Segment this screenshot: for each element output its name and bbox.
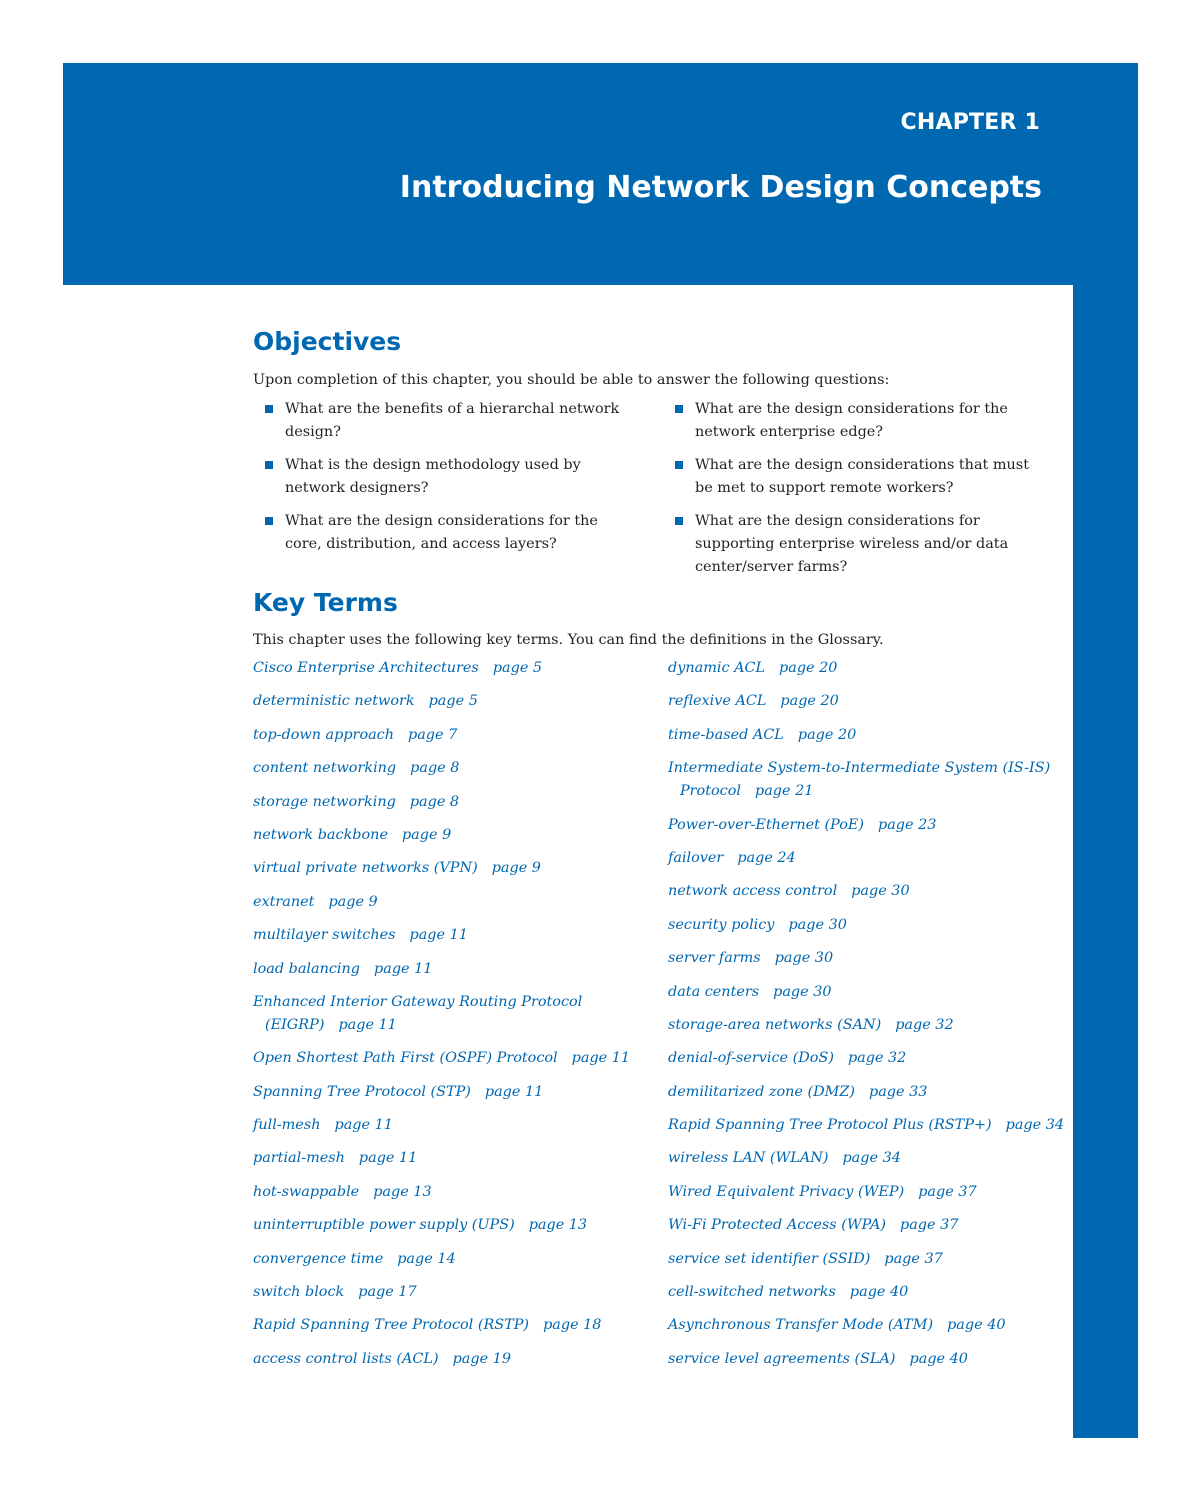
key-term[interactable]: Wired Equivalent Privacy (WEP) page 37 bbox=[668, 1183, 977, 1200]
objective-item: What is the design methodology used by network designers? bbox=[253, 454, 623, 500]
key-term[interactable]: multilayer switches page 11 bbox=[253, 927, 468, 944]
key-term[interactable]: wireless LAN (WLAN) page 34 bbox=[668, 1150, 901, 1167]
objective-item: What are the design considerations for the network enterprise edge? bbox=[663, 398, 1033, 444]
key-term[interactable]: network access control page 30 bbox=[668, 883, 910, 900]
key-term[interactable]: extranet page 9 bbox=[253, 893, 378, 910]
chapter-title: Introducing Network Design Concepts bbox=[399, 170, 1042, 205]
key-term[interactable]: Asynchronous Transfer Mode (ATM) page 40 bbox=[668, 1317, 1006, 1334]
key-term[interactable]: Rapid Spanning Tree Protocol Plus (RSTP+) page 34 bbox=[668, 1117, 1065, 1134]
square-bullet-icon bbox=[265, 405, 273, 413]
key-terms-intro: This chapter uses the following key terms. You can find the definitions in the Glossary. bbox=[253, 632, 884, 648]
key-term[interactable]: dynamic ACL page 20 bbox=[668, 660, 838, 676]
key-terms-right-column bbox=[668, 657, 1064, 1381]
key-term[interactable]: Enhanced Interior Gateway Routing Protocol (EIGRP) page 11 bbox=[253, 993, 583, 1033]
key-term[interactable]: time-based ACL page 20 bbox=[668, 726, 857, 743]
key-term[interactable]: data centers page 30 bbox=[668, 983, 832, 1000]
key-term[interactable]: content networking page 8 bbox=[253, 760, 460, 777]
objective-item: What are the design considerations that must be met to support remote workers? bbox=[663, 454, 1033, 500]
square-bullet-icon bbox=[675, 461, 683, 469]
square-bullet-icon bbox=[675, 517, 683, 525]
sidebar-accent-bar bbox=[1073, 280, 1138, 1438]
square-bullet-icon bbox=[675, 405, 683, 413]
key-term[interactable]: uninterruptible power supply (UPS) page 13 bbox=[253, 1217, 588, 1234]
key-term[interactable]: top-down approach page 7 bbox=[253, 726, 458, 743]
key-term[interactable]: cell-switched networks page 40 bbox=[668, 1284, 909, 1301]
key-term[interactable]: access control lists (ACL) page 19 bbox=[253, 1350, 511, 1367]
key-term[interactable]: Cisco Enterprise Architectures page 5 bbox=[253, 660, 543, 676]
key-term[interactable]: load balancing page 11 bbox=[253, 960, 433, 977]
key-terms-left-column bbox=[253, 657, 630, 1381]
key-term[interactable]: server farms page 30 bbox=[668, 950, 834, 967]
square-bullet-icon bbox=[265, 461, 273, 469]
objectives-heading: Objectives bbox=[253, 327, 402, 356]
key-term[interactable]: full-mesh page 11 bbox=[253, 1117, 393, 1134]
chapter-number: CHAPTER 1 bbox=[900, 110, 1040, 135]
key-term[interactable]: Rapid Spanning Tree Protocol (RSTP) page 18 bbox=[253, 1317, 602, 1334]
key-term[interactable]: reflexive ACL page 20 bbox=[668, 693, 839, 710]
key-term[interactable]: hot-swappable page 13 bbox=[253, 1183, 432, 1200]
objectives-right-column bbox=[663, 398, 1033, 589]
key-term[interactable]: failover page 24 bbox=[668, 849, 796, 866]
objective-item: What are the design considerations for the core, distribution, and access layers? bbox=[253, 510, 623, 556]
key-term[interactable]: demilitarized zone (DMZ) page 33 bbox=[668, 1083, 928, 1100]
key-term[interactable]: switch block page 17 bbox=[253, 1284, 417, 1301]
key-term[interactable]: storage networking page 8 bbox=[253, 793, 460, 810]
key-term[interactable]: Wi-Fi Protected Access (WPA) page 37 bbox=[668, 1217, 959, 1234]
objectives-intro: Upon completion of this chapter, you should be able to answer the following questions: bbox=[253, 372, 890, 388]
key-term[interactable]: storage-area networks (SAN) page 32 bbox=[668, 1016, 954, 1033]
key-term[interactable]: convergence time page 14 bbox=[253, 1250, 456, 1267]
objective-item: What are the benefits of a hierarchal network design? bbox=[253, 398, 623, 444]
square-bullet-icon bbox=[265, 517, 273, 525]
key-term[interactable]: Open Shortest Path First (OSPF) Protocol page 11 bbox=[253, 1050, 631, 1067]
key-terms-heading: Key Terms bbox=[253, 588, 398, 617]
key-term[interactable]: virtual private networks (VPN) page 9 bbox=[253, 860, 541, 877]
key-term[interactable]: Power-over-Ethernet (PoE) page 23 bbox=[668, 816, 937, 833]
key-term[interactable]: Spanning Tree Protocol (STP) page 11 bbox=[253, 1083, 544, 1100]
key-term[interactable]: service level agreements (SLA) page 40 bbox=[668, 1350, 968, 1367]
objective-item: What are the design considerations for supporting enterprise wireless and/or data center/server farms? bbox=[663, 510, 1033, 579]
key-term[interactable]: denial-of-service (DoS) page 32 bbox=[668, 1050, 907, 1067]
key-term[interactable]: security policy page 30 bbox=[668, 916, 847, 933]
key-term[interactable]: Intermediate System-to-Intermediate System (IS-IS) Protocol page 21 bbox=[668, 760, 1051, 800]
key-term[interactable]: partial-mesh page 11 bbox=[253, 1150, 418, 1167]
key-term[interactable]: deterministic network page 5 bbox=[253, 693, 478, 710]
objectives-left-column bbox=[253, 398, 623, 566]
key-term[interactable]: network backbone page 9 bbox=[253, 826, 452, 843]
key-term[interactable]: service set identifier (SSID) page 37 bbox=[668, 1250, 943, 1267]
